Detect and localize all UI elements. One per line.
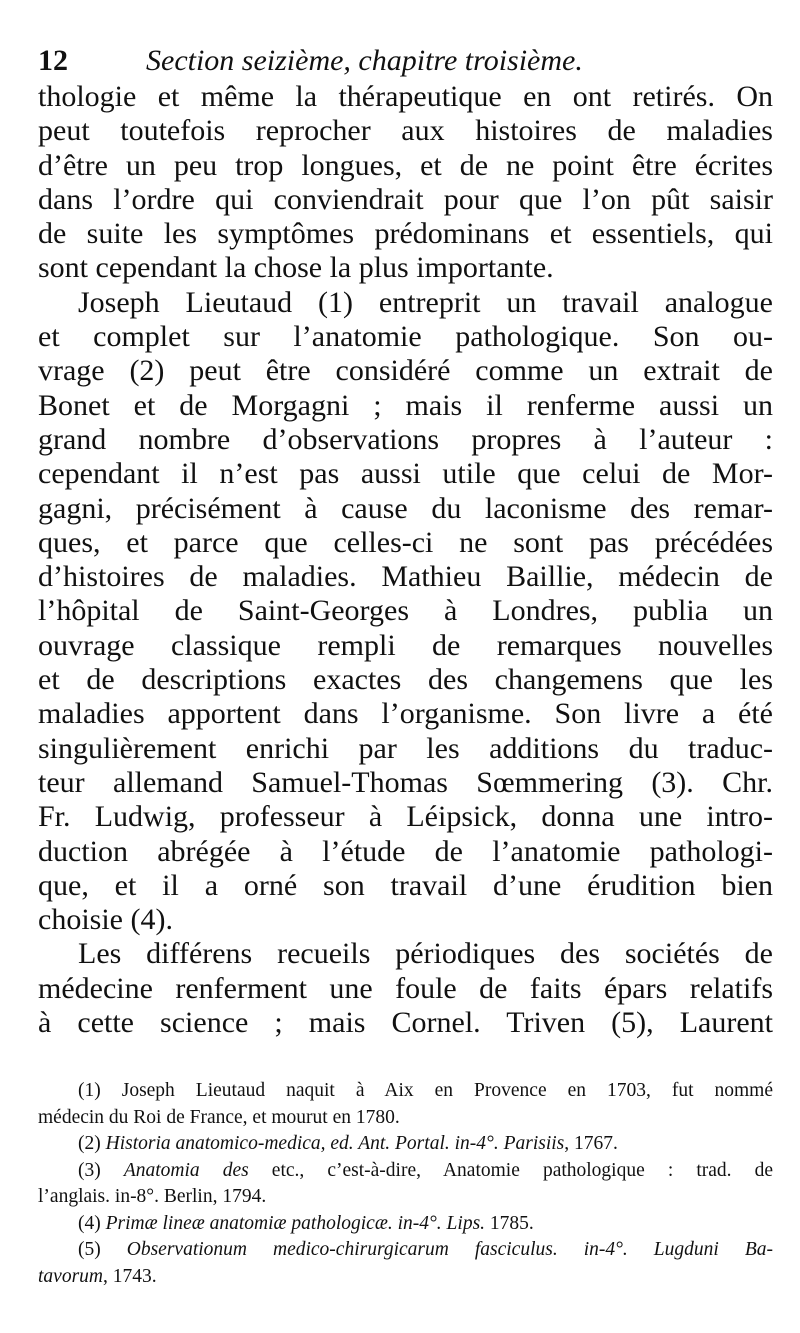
text-line: singulièrement enrichi par les additions du traduc- (38, 731, 773, 765)
text-line: ouvrage classique rempli de remarques nouvelles (38, 628, 773, 662)
footnote-2-mark: (2) (78, 1133, 106, 1154)
text-line: Fr. Ludwig, professeur à Léipsick, donna une intro- (38, 800, 773, 834)
footnote-4-mark: (4) (78, 1212, 106, 1234)
text-line: duction abrégée à l’étude de l’anatomie pathologi- (38, 834, 773, 868)
footnote-4-rest: 1785. (485, 1212, 534, 1234)
text-line: teur allemand Samuel-Thomas Sœmmering (3). Chr. (38, 765, 773, 799)
page-number: 12 (38, 44, 68, 77)
text-line: Bonet et de Morgagni ; mais il renferme aussi un (38, 388, 773, 422)
footnote-5-title-cont: tavorum (38, 1265, 103, 1287)
footnote-5-title: Observationum medico-chirurgicarum fasciculus. in-4°. Lugduni Ba- (126, 1239, 773, 1260)
text-line: thologie et même la thérapeutique en ont retirés. On (38, 80, 773, 113)
text-line: Les différens recueils périodiques des sociétés de (78, 937, 773, 971)
text-line: dans l’ordre qui conviendrait pour que l’on pût saisir (38, 182, 773, 216)
running-head: Section seizième, chapitre troisième. (146, 44, 583, 77)
footnote-3-mark: (3) (78, 1159, 124, 1181)
text-line: de suite les symptômes prédominans et essentiels, qui (38, 217, 773, 251)
footnote-5-cont (38, 1264, 773, 1291)
text-line: l’hôpital de Saint-Georges à Londres, publia un (38, 594, 773, 628)
text-line: peut toutefois reprocher aux histoires de maladies (38, 114, 773, 148)
footnote-1: (1) Joseph Lieutaud naquit à Aix en Provence en 1703, fut nommé (78, 1080, 773, 1101)
text-line: cependant il n’est pas aussi utile que celui de Mor- (38, 457, 773, 491)
text-line: à cette science ; mais Cornel. Triven (5), Laurent (38, 1006, 773, 1040)
footnote-3-rest: etc., c’est-à-dire, Anatomie pathologique : trad. de (248, 1159, 773, 1181)
footnote-3-cont: l’anglais. in-8°. Berlin, 1794. (38, 1186, 267, 1207)
footnote-2-title: Historia anatomico-medica, ed. Ant. Portal. in-4°. Parisiis (105, 1133, 565, 1154)
text-line: grand nombre d’observations propres à l’auteur : (38, 422, 773, 456)
text-line: Joseph Lieutaud (1) entreprit un travail analogue (78, 285, 773, 319)
footnote-5-rest: , 1743. (103, 1265, 157, 1287)
text-line: médecine renferment une foule de faits épars relatifs (38, 971, 773, 1005)
text-line: d’histoires de maladies. Mathieu Baillie, médecin de (38, 560, 773, 594)
text-line: ques, et parce que celles-ci ne sont pas précédées (38, 525, 773, 559)
body-text (38, 80, 773, 1040)
footnote-2 (38, 1131, 773, 1158)
footnote-1-cont: médecin du Roi de France, et mourut en 1780. (38, 1106, 400, 1128)
footnote-4-title: Primæ lineæ anatomiæ pathologicæ. in-4°. Lips. (105, 1212, 486, 1234)
footnote-2-rest: , 1767. (564, 1133, 618, 1154)
footnotes (38, 1078, 773, 1290)
footnote-5-mark: (5) (78, 1239, 127, 1260)
text-line: et complet sur l’anatomie pathologique. Son ou- (38, 320, 773, 354)
footnote-3 (38, 1158, 773, 1185)
text-line: gagni, précisément à cause du laconisme des remar- (38, 491, 773, 525)
footnote-4 (38, 1211, 773, 1238)
text-line: et de descriptions exactes des changemens que les (38, 663, 773, 697)
text-line: sont cependant la chose la plus importante. (38, 251, 554, 285)
text-line: vrage (2) peut être considéré comme un extrait de (38, 354, 773, 388)
text-line: que, et il a orné son travail d’une érudition bien (38, 868, 773, 902)
text-line: choisie (4). (38, 903, 173, 937)
text-line: d’être un peu trop longues, et de ne point être écrites (38, 148, 773, 182)
text-line: maladies apportent dans l’organisme. Son livre a été (38, 697, 773, 731)
footnote-3-title: Anatomia des (123, 1159, 249, 1181)
footnote-5 (38, 1237, 773, 1264)
